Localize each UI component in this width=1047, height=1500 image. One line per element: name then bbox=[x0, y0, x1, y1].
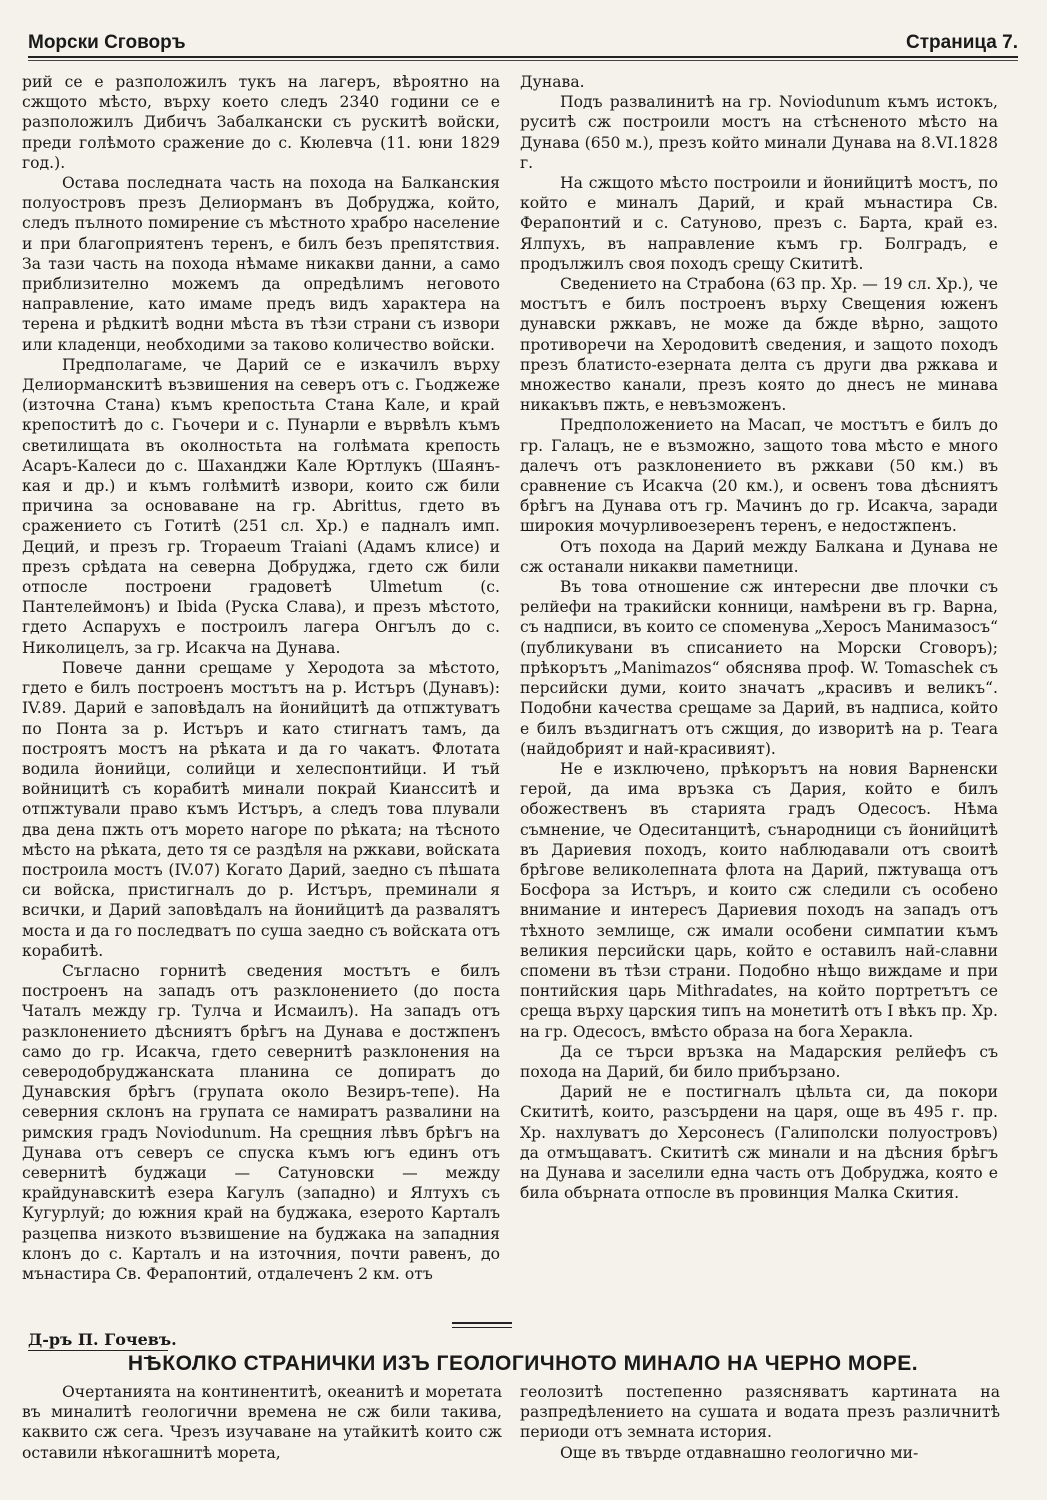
paragraph: Не е изключено, прѣкорътъ на новия Варненски герой, да има връзка съ Дария, който е билъ обожественъ въ старията градъ Одесосъ. Нѣма съмнение, че Одеситанцитѣ, сънародници съ йонийцитѣ въ Дариевия походъ, които наблюдавали отъ своитѣ брѣгове великолепната флота на Дарий, пжтуваща отъ Босфора за Истъръ, и които сж следили съ особено внимание и интересъ Дариевия походъ на западъ отъ тѣхното землище, сж имали особени симпатии къмъ великия персийски царь, който е оставилъ най-славни спомени въ тѣзи страни. Подобно нѣщо виждаме и при понтийския царь Mithradates, на който портретътъ се среща върху царския типъ на монетитѣ отъ I вѣкъ пр. Хр. на гр. Одесосъ, вмѣсто образа на бога Херакла. bbox=[520, 759, 998, 1041]
paragraph: Повече данни срещаме у Херодота за мѣстото, гдето е билъ построенъ мостътъ на р. Истъръ (Дунавъ): IV.89. Дарий е заповѣдалъ на йонийцитѣ да отпжтуватъ по Понта за р. Истъръ и като стигнатъ тамъ, да построятъ мостъ на рѣката и да го чакатъ. Флотата водила йонийци, солийци и хелеспонтийци. И тъй войницитѣ съ корабитѣ минали покрай Киансситѣ и отпжтували право къмъ Истъръ, а следъ това плували два дена пжть отъ морето нагоре по рѣката; на тѣсното мѣсто на рѣката, дето тя се раздѣля на ржкави, войската построила мостъ (IV.07) Когато Дарий, заедно съ пѣшата си войска, пристигналъ до р. Истъръ, преминали я всички, и Дарий заповѣдалъ на йонийцитѣ да развалятъ моста и да го последватъ по суша заедно съ войската отъ корабитѣ. bbox=[22, 658, 500, 960]
paragraph: Остава последната часть на похода на Балканския полуостровъ презъ Делиорманъ въ Добруджа, който, следъ пълното помирение съ мѣстното храбро население и при благоприятенъ теренъ, е билъ безъ препятствия. За тази часть на похода нѣмаме никакви данни, а само приблизително можемъ да опредѣлимъ неговото направление, като имаме предъ видъ характера на терена и рѣдкитѣ водни мѣста въ тѣзи страни съ извори или кладенци, необходими за таково количество войски. bbox=[22, 174, 500, 354]
paragraph: Очертанията на континентитѣ, океанитѣ и моретата въ миналитѣ геологични времена не сж били такива, каквито сж сега. Чрезъ изучаване на утайкитѣ които сж оставили нѣкогашнитѣ морета, bbox=[22, 1383, 502, 1462]
paragraph: Да се търси връзка на Мадарския релйефъ съ похода на Дарий, би било прибързано. bbox=[520, 1042, 998, 1081]
paragraph: Дунава. bbox=[520, 73, 585, 91]
paragraph: Отъ похода на Дарий между Балкана и Дунава не сж останали никакви паметници. bbox=[520, 537, 998, 576]
article-right-column bbox=[520, 1382, 1000, 1463]
paragraph: Предполагаме, че Дарий се е изкачилъ върху Делиорманскитѣ възвишения на северъ отъ с. Гьоджеже (източна Стана) къмъ крепостьта Стана Кале, и край крепоститѣ до с. Гьочери и с. Пунарли е вървѣлъ къмъ светилищата въ околностьта на голѣмата крепость Асаръ-Калеси до с. Шаханджи Кале Юртлукъ (Шаянъ-кая и др.) и къмъ голѣмитѣ извори, които сж били причина за основаване на гр. Abrittus, гдето въ сражението съ Готитѣ (251 сл. Хр.) е падналъ имп. Деций, и презъ гр. Tropaeum Traiani (Адамъ клисе) и презъ срѣдата на северна Добруджа, гдето сж били отпосле построени градоветѣ Ulmetum (с. Пантелеймонъ) и Ibida (Руска Слава), и презъ мѣстото, гдето Аспарухъ е построилъ лагера Онгълъ до с. Николицелъ, за гр. Исакча на Дунава. bbox=[22, 355, 500, 657]
author-byline: Д-ръ П. Гочевъ. bbox=[28, 1330, 177, 1349]
section-divider bbox=[452, 1322, 512, 1324]
byline-rule bbox=[28, 1350, 168, 1351]
paragraph: рий се е разположилъ тукъ на лагеръ, вѣроятно на сжщото мѣсто, върху което следъ 2340 години се е разположилъ Дибичъ Забалкански съ рускитѣ войски, преди голѣмото сражение до с. Кюлевча (11. юни 1829 год.). bbox=[22, 73, 500, 172]
journal-title: Морски Сговоръ bbox=[28, 32, 186, 53]
article-title: НѢКОЛКО СТРАНИЧКИ ИЗЪ ГЕОЛОГИЧНОТО МИНАЛО НА ЧЕРНО МОРЕ. bbox=[127, 1352, 919, 1375]
header-rule bbox=[28, 56, 1018, 58]
paragraph: геолозитѣ постепенно разясняватъ картината на разпредѣлението на сушата и водата презъ различнитѣ периоди отъ земната история. bbox=[520, 1383, 1000, 1442]
paragraph: Съгласно горнитѣ сведения мостътъ е билъ построенъ на западъ отъ разклонението (до поста Чаталъ между гр. Тулча и Исмаилъ). На западъ отъ разклонението дѣсниятъ брѣгъ на Дунава е достжпенъ само до гр. Исакча, гдето севернитѣ разклонения на северодобруджанската планина се допиратъ до Дунавския брѣгъ (групата около Везиръ-тепе). На северния склонъ на групата се намиратъ развалини на римския градъ Noviodunum. На срещния лѣвъ брѣгъ на Дунава отъ северъ се спуска къмъ югъ единъ отъ севернитѣ буджаци — Сатуновски — между крайдунавскитѣ езера Кагулъ (западно) и Ялтухъ съ Кугурлуй; до южния край на буджака, езерото Карталъ разцепва низкото възвишение на буджака на западния клонъ до с. Карталъ и на източния, почти равенъ, до мънастира Св. Ферапонтий, отдалеченъ 2 км. отъ bbox=[22, 961, 500, 1283]
section-divider-thin bbox=[452, 1327, 512, 1328]
page-number: Страница 7. bbox=[906, 32, 1018, 53]
article-left-column bbox=[22, 1382, 502, 1463]
paragraph: Предположението на Масап, че мостътъ е билъ до гр. Галацъ, не е възможно, защото това мѣсто е много далечъ отъ разклонението въ ржкави (50 км.) въ сравнение съ Исакча (20 км.), и освенъ това дѣсниятъ брѣгъ на Дунава отъ гр. Мачинъ до гр. Исакча, заради широкия мочурливоезеренъ теренъ, е недостжпенъ. bbox=[520, 416, 998, 536]
paragraph: Подъ развалинитѣ на гр. Noviodunum къмъ истокъ, руситѣ сж построили мостъ на стѣсненото мѣсто на Дунава (650 м.), презъ който минали Дунава на 8.VI.1828 г. bbox=[520, 93, 998, 172]
paragraph: Дарий не е постигналъ цѣльта си, да покори Скититѣ, които, разсърдени на царя, още въ 495 г. пр. Хр. нахлуватъ до Херсонесъ (Галиполски полуостровъ) да отмъщаватъ. Скититѣ сж минали и на дѣсния брѣгъ на Дунава и заселили една часть отъ Добруджа, която е била обърната отпосле въ провинция Малка Скития. bbox=[520, 1083, 998, 1203]
paragraph: Още въ твърде отдавнашно геологично ми- bbox=[560, 1443, 919, 1462]
paragraph: На сжщото мѣсто построили и йонийцитѣ мостъ, по който е миналъ Дарий, и край мънастира Св. Ферапонтий и с. Сатуново, презъ с. Барта, край ез. Ялпухъ, въ направление къмъ гр. Болградъ, е продължилъ своя походъ срещу Скититѣ. bbox=[520, 174, 998, 273]
left-column bbox=[22, 72, 500, 1284]
paragraph: Сведението на Страбона (63 пр. Хр. — 19 сл. Хр.), че мостътъ е билъ построенъ върху Свещения юженъ дунавски ржкавъ, не може да бжде вѣрно, защото противоречи на Херодовитѣ сведения, и защото походъ презъ блатисто-езерната делта съ други два ржкава и множество канали, презъ която до днесъ не минава никакъвъ пжть, е невъзможенъ. bbox=[520, 275, 998, 415]
paragraph: Въ това отношение сж интересни две плочки съ релйефи на тракийски конници, намѣрени въ гр. Варна, съ надписи, въ които се споменува „Херосъ Манимазосъ“ (публикувани въ списанието на Морски Сговоръ); прѣкорътъ „Manimazos“ обяснява проф. W. Tomaschek съ персийски думи, които значатъ „красивъ и великъ“. Подобни качества срещаме за Дарий, въ надписа, който е билъ въздигнатъ отъ сжщия, до изворитѣ на р. Теага (найдобрият и най-красивият). bbox=[520, 578, 998, 758]
header-rule-thin bbox=[28, 60, 1018, 61]
right-column bbox=[520, 72, 998, 1203]
page-header bbox=[28, 22, 1018, 54]
